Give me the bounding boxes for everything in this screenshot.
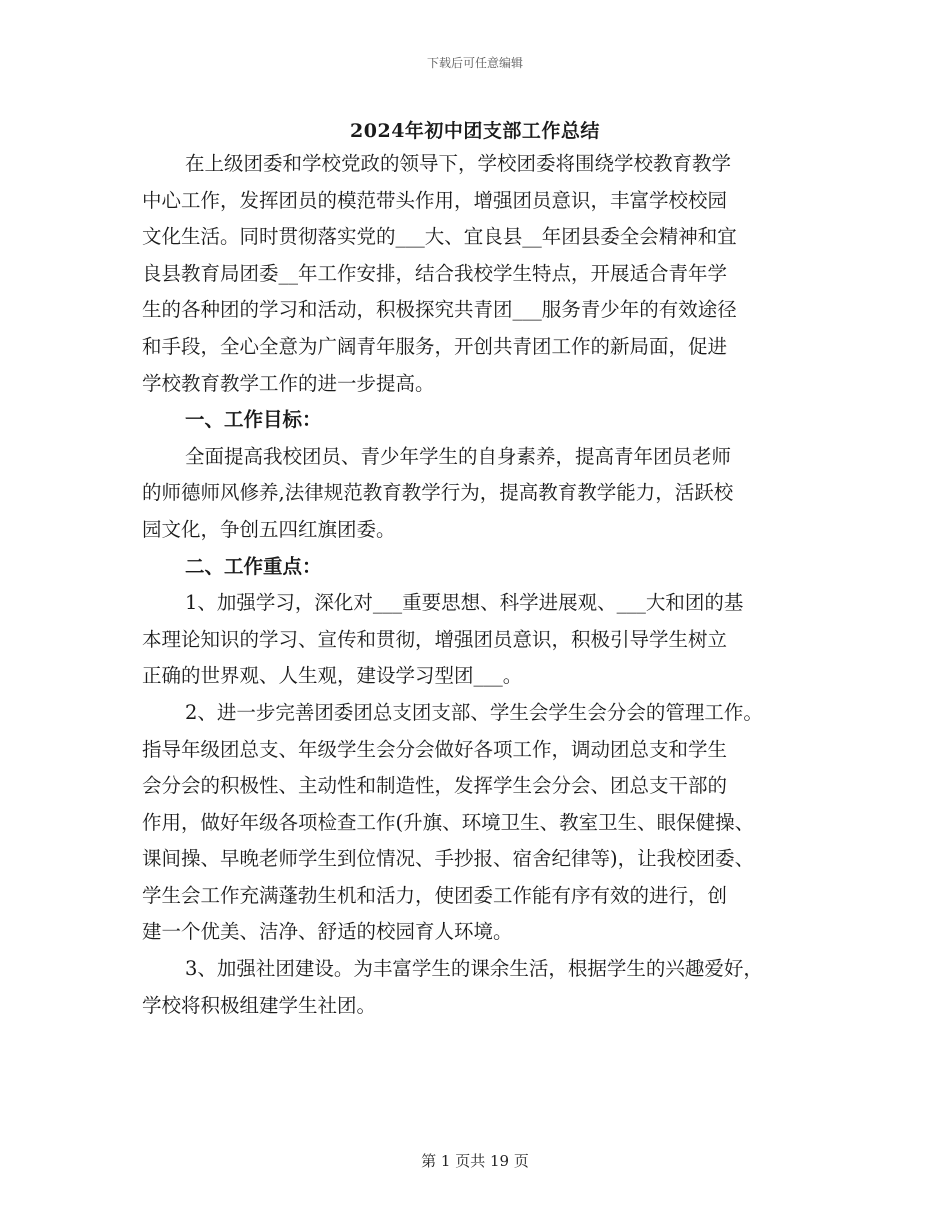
text-line: 学校将积极组建学生社团。 (142, 993, 377, 1017)
text-line: 1、加强学习，深化对___重要思想、科学进展观、___大和团的基 (185, 591, 744, 615)
text-line: 学校教育教学工作的进一步提高。 (142, 371, 435, 395)
section-heading: 一、工作目标： (185, 408, 322, 432)
document-body (142, 146, 812, 1024)
text-line: 中心工作，发挥团员的模范带头作用，增强团员意识，丰富学校校园 (142, 188, 728, 212)
text-line: 指导年级团总支、年级学生会分会做好各项工作，调动团总支和学生 (142, 737, 728, 761)
section-heading: 二、工作重点： (185, 554, 322, 578)
text-line: 园文化，争创五四红旗团委。 (142, 517, 396, 541)
page-footer: 第 1 页共 19 页 (421, 1152, 529, 1170)
text-line: 和手段，全心全意为广阔青年服务，开创共青团工作的新局面，促进 (142, 334, 728, 358)
text-line: 会分会的积极性、主动性和制造性，发挥学生会分会、团总支干部的 (142, 774, 728, 798)
text-line: 的师德师风修养,法律规范教育教学行为，提高教育教学能力，活跃校 (142, 481, 734, 505)
text-line: 课间操、早晚老师学生到位情况、手抄报、宿舍纪律等)，让我校团委、 (142, 847, 755, 871)
text-line: 建一个优美、洁净、舒适的校园育人环境。 (142, 920, 513, 944)
text-line: 在上级团委和学校党政的领导下，学校团委将围绕学校教育教学 (185, 152, 732, 175)
text-line: 生的各种团的学习和活动，积极探究共青团___服务青少年的有效途径 (142, 298, 737, 322)
document-title: 2024年初中团支部工作总结 (350, 120, 600, 142)
text-line: 3、加强社团建设。为丰富学生的课余生活，根据学生的兴趣爱好， (185, 957, 763, 981)
text-line: 2、进一步完善团委团总支团支部、学生会学生会分会的管理工作。 (185, 700, 763, 724)
text-line: 文化生活。同时贯彻落实党的___大、宜良县__年团县委全会精神和宜 (142, 225, 737, 249)
text-line: 正确的世界观、人生观，建设学习型团___。 (142, 664, 523, 688)
text-line: 本理论知识的学习、宣传和贯彻，增强团员意识，积极引导学生树立 (142, 627, 728, 651)
text-line: 良县教育局团委__年工作安排，结合我校学生特点，开展适合青年学 (142, 261, 728, 285)
header-note: 下载后可任意编辑 (426, 56, 523, 70)
text-line: 学生会工作充满蓬勃生机和活力，使团委工作能有序有效的进行，创 (142, 883, 728, 907)
text-line: 全面提高我校团员、青少年学生的自身素养，提高青年团员老师 (185, 444, 732, 468)
text-line: 作用，做好年级各项检查工作(升旗、环境卫生、教室卫生、眼保健操、 (142, 810, 755, 834)
